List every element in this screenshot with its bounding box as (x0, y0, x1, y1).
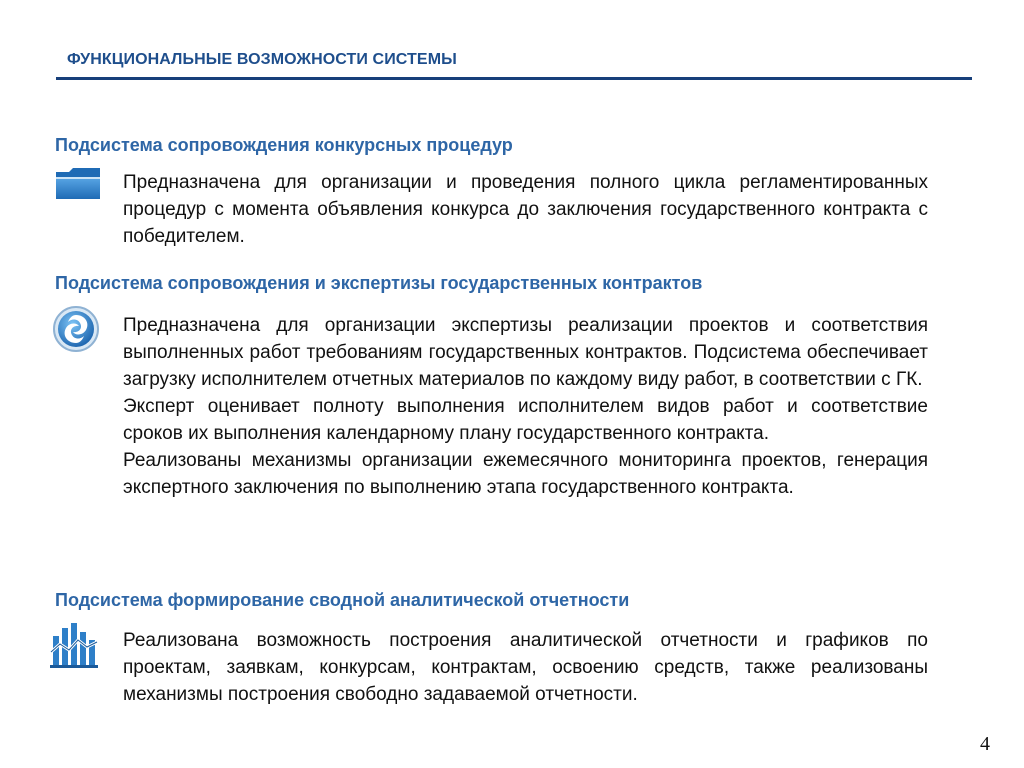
folder-icon (55, 166, 101, 205)
slide-title: ФУНКЦИОНАЛЬНЫЕ ВОЗМОЖНОСТИ СИСТЕМЫ (67, 51, 457, 68)
bar-chart-icon (50, 622, 98, 673)
title-divider (56, 77, 972, 80)
section-heading-contracts: Подсистема сопровождения и экспертизы государственных контрактов (55, 273, 703, 293)
section-heading-tender: Подсистема сопровождения конкурсных процедур (55, 135, 513, 155)
section-text-contracts (123, 312, 928, 501)
section-text-analytics (123, 627, 928, 708)
paragraph: Реализована возможность построения аналитической отчетности и графиков по проектам, заявкам, конкурсам, контрактам, освоению средств, также реализованы механизмы построения свободно задаваемой отчетности. (123, 630, 928, 705)
paragraph: Эксперт оценивает полноту выполнения исполнителем видов работ и соответствие сроков их выполнения календарному плану государственного контракта. (123, 396, 928, 444)
swirl-icon (52, 305, 100, 358)
section-heading-analytics: Подсистема формирование сводной аналитической отчетности (55, 590, 630, 610)
paragraph: Реализованы механизмы организации ежемесячного мониторинга проектов, генерация экспертного заключения по выполнению этапа государственного контракта. (123, 450, 928, 498)
paragraph: Предназначена для организации и проведения полного цикла регламентированных процедур с момента объявления конкурса до заключения государственного контракта с победителем. (123, 172, 928, 247)
page-number: 4 (980, 733, 990, 755)
paragraph: Предназначена для организации экспертизы реализации проектов и соответствия выполненных работ требованиям государственных контрактов. Подсистема обеспечивает загрузку исполнителем отчетных материалов по каждому виду работ, в соответствии с ГК. (123, 315, 928, 390)
section-text-tender (123, 169, 928, 250)
